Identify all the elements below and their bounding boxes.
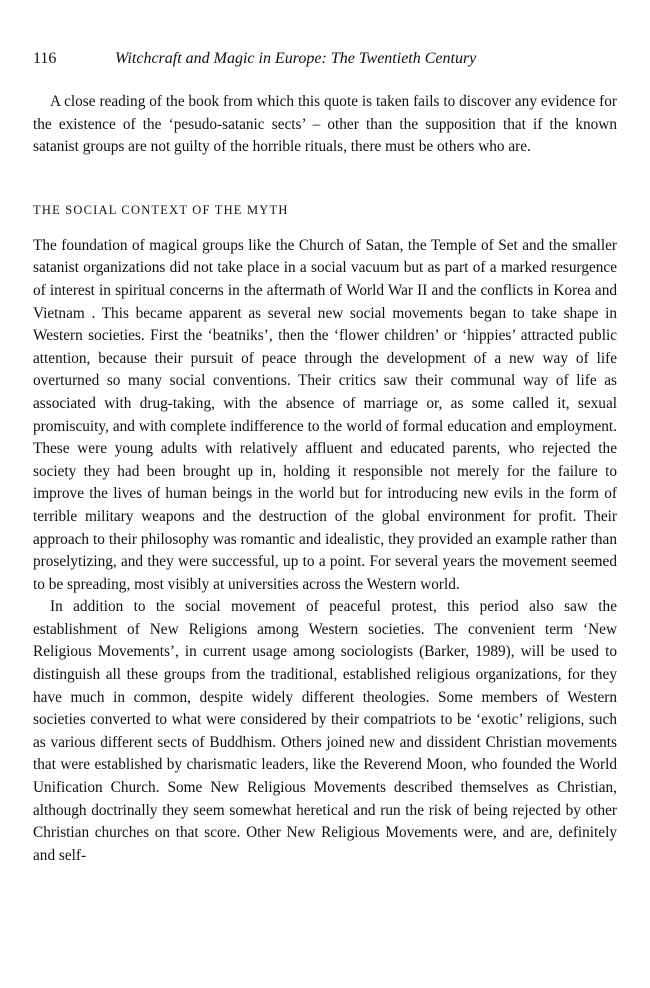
page-number: 116 (33, 50, 57, 67)
paragraph: The foundation of magical groups like the Church of Satan, the Temple of Set and the smaller satanist organizations did not take place in a social vacuum but as part of a marked resurgence of interest in spiritual concerns in the aftermath of World War II and the conflicts in Korea and Vietnam . This became apparent as several new social movements began to take shape in Western societies. First the ‘beatniks’, then the ‘flower children’ or ‘hippies’ attracted public attention, because their pursuit of peace through the development of a new way of life overturned so many social conventions. Their critics saw their communal way of life as associated with drug-taking, with the absence of marriage or, as some called it, sexual promiscuity, and with complete indifference to the world of formal education and employment. These were young adults with relatively affluent and educated parents, who rejected the society they had been brought up in, holding it responsible not merely for the failure to improve the lives of human beings in the world but for introducing new evils in the form of terrible military weapons and the destruction of the global environment for profit. Their approach to their philosophy was romantic and idealistic, they provided an example rather than proselytizing, and they were successful, up to a point. For several years the movement seemed to be spreading, most visibly at universities across the Western world. (33, 236, 617, 593)
paragraph: A close reading of the book from which this quote is taken fails to discover any evidence for the existence of the ‘pesudo-satanic sects’ – other than the supposition that if the known satanist groups are not guilty of the horrible rituals, there must be others who are. (33, 93, 617, 156)
section-heading: THE SOCIAL CONTEXT OF THE MYTH (33, 202, 289, 217)
running-head (33, 47, 617, 71)
paragraph: In addition to the social movement of peaceful protest, this period also saw the establishment of New Religions among Western societies. The convenient term ‘New Religious Movements’, in current usage among sociologists (Barker, 1989), will be used to distinguish all these groups from the traditional, established religious organizations, for they have much in common, despite widely different theologies. Some members of Western societies converted to what were considered by their compatriots to be ‘exotic’ religions, such as various different sects of Buddhism. Others joined new and dissident Christian movements that were established by charismatic leaders, like the Reverend Moon, who founded the World Unification Church. Some New Religious Movements described themselves as Christian, although doctrinally they seem somewhat heretical and run the risk of being rejected by other Christian churches on that score. Other New Religious Movements were, and are, definitely and self- (33, 598, 617, 864)
book-page (33, 47, 617, 867)
running-title: Witchcraft and Magic in Europe: The Twentieth Century (115, 50, 477, 67)
